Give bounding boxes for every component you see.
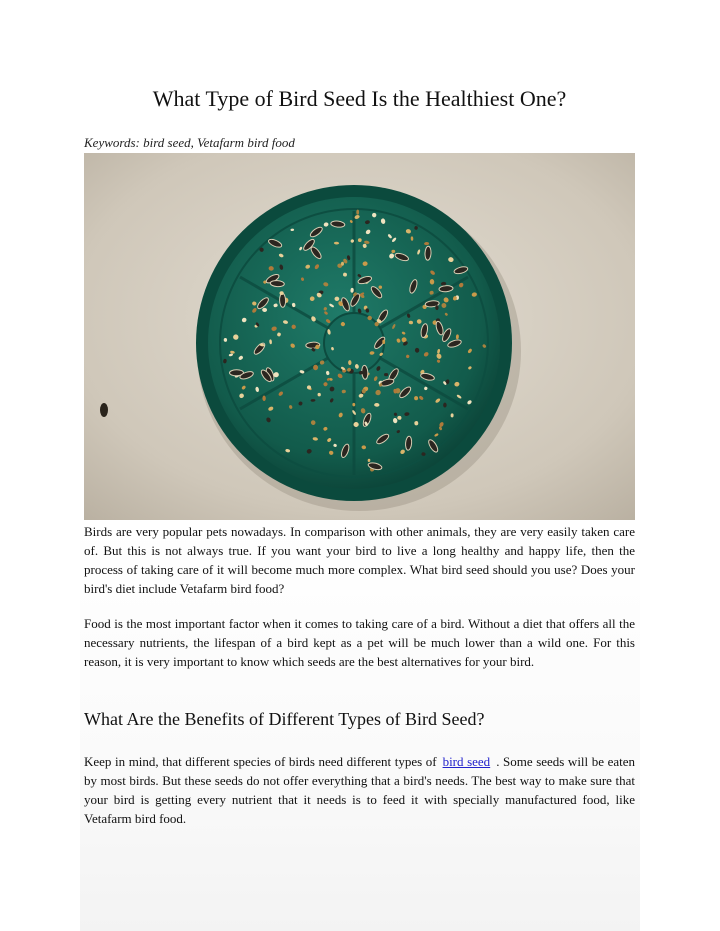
seed bbox=[425, 246, 432, 260]
page-title: What Type of Bird Seed Is the Healthiest One? bbox=[152, 86, 567, 111]
keywords-line: Keywords: bird seed, Vetafarm bird food bbox=[84, 135, 295, 150]
seed bbox=[384, 373, 388, 376]
paragraph-benefits-end: . Some seeds will be eaten by most birds. But these seeds do not offer everything that a bird's needs. The best way to make sure that your bird is getting every nutrient that it needs is to feed it with specially manufactured food, like Vetafarm bird food. bbox=[84, 754, 636, 826]
bird-seed-dish-photo bbox=[84, 153, 635, 520]
bird-seed-link[interactable]: bird seed bbox=[442, 754, 491, 769]
section-heading: What Are the Benefits of Different Types of Bird Seed? bbox=[84, 709, 485, 729]
paragraph-benefits bbox=[84, 752, 635, 828]
seed bbox=[443, 403, 447, 408]
paragraph-intro: Birds are very popular pets nowadays. In comparison with other animals, they are very easily taken care of. But this is not always true. If you want your bird to live a long healthy and happy life, then the process of taking care of it will become much more complex. What bird seed should you use? Does your bird's diet include Vetafarm bird food? bbox=[84, 524, 635, 596]
paragraph-benefits-start: Keep in mind, that different species of birds need different types of bbox=[84, 754, 437, 769]
seed bbox=[279, 293, 285, 307]
paragraph-food: Food is the most important factor when it comes to taking care of a bird. Without a diet that offers all the necessary nutrients, the lifespan of a bird kept as a pet will be much lower than a wild one. For this reason, it is very important to know which seeds are the best alternatives for your bird. bbox=[84, 616, 635, 669]
